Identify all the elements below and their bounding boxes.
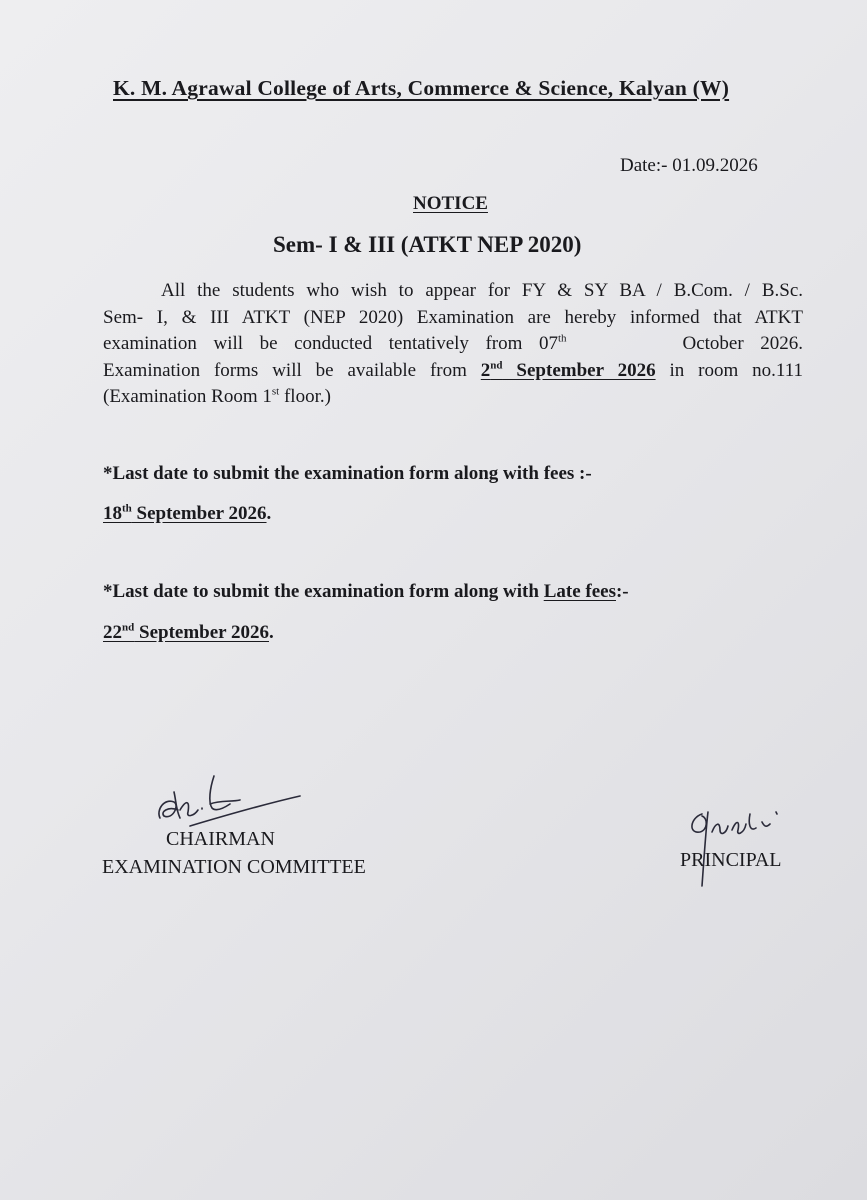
late-fees-label: Late fees — [543, 581, 616, 602]
notice-title: NOTICE — [413, 193, 488, 214]
body-line-2: Sem- I, & III ATKT (NEP 2020) Examination are hereby informed that ATKT — [103, 306, 803, 328]
body-line-3: examination will be conducted tentatively from 07th October 2026. — [103, 332, 803, 354]
body-line-4: Examination forms will be available from 2nd September 2026 in room no.111 — [103, 359, 803, 381]
body-line-5: (Examination Room 1st floor.) — [103, 385, 331, 407]
chairman-title: CHAIRMAN — [166, 828, 275, 850]
deadline-late-text: *Last date to submit the examination form along with Late fees:- — [103, 581, 629, 602]
deadline-late-date: 22nd September 2026. — [103, 621, 274, 643]
committee-title: EXAMINATION COMMITTEE — [102, 856, 366, 878]
deadline-regular-text: *Last date to submit the examination form along with fees :- — [103, 463, 592, 484]
body-line-1: All the students who wish to appear for FY & SY BA / B.Com. / B.Sc. — [161, 280, 803, 301]
notice-subject: Sem- I & III (ATKT NEP 2020) — [273, 232, 582, 257]
notice-date: Date:- 01.09.2026 — [620, 155, 758, 176]
principal-title: PRINCIPAL — [680, 849, 782, 871]
forms-available-date: 2 — [480, 359, 491, 381]
deadline-regular-date: 18th September 2026. — [103, 502, 272, 524]
chairman-signature — [150, 770, 305, 830]
college-name: K. M. Agrawal College of Arts, Commerce & Science, Kalyan (W) — [113, 76, 730, 100]
notice-body — [103, 278, 803, 411]
